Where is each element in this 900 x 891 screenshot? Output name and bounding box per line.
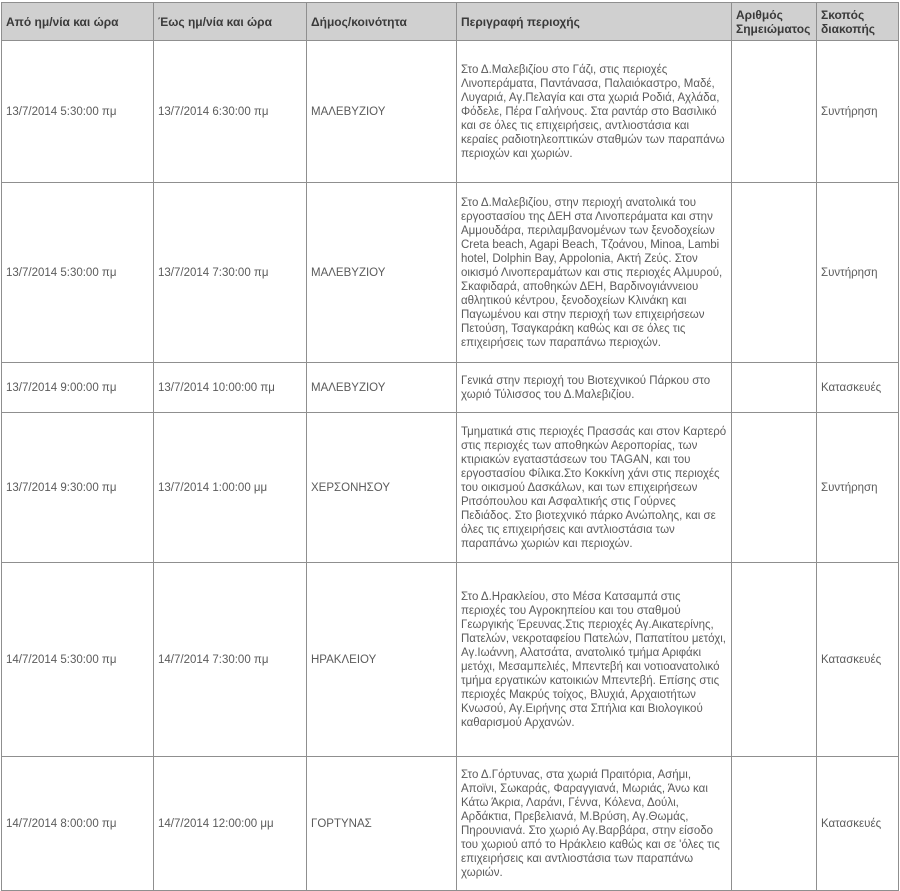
table-row <box>2 413 899 563</box>
cell-municipality: ΜΑΛΕΒΥΖΙΟΥ <box>307 41 457 183</box>
cell-to-datetime: 14/7/2014 7:30:00 πμ <box>154 563 307 757</box>
cell-municipality: ΜΑΛΕΒΥΖΙΟΥ <box>307 183 457 363</box>
header-cell-purpose: Σκοπός διακοπής <box>817 3 899 41</box>
cell-municipality: ΜΑΛΕΒΥΖΙΟΥ <box>307 363 457 413</box>
cell-to-datetime: 14/7/2014 12:00:00 μμ <box>154 757 307 891</box>
cell-from-datetime: 13/7/2014 5:30:00 πμ <box>2 183 154 363</box>
cell-to-datetime: 13/7/2014 10:00:00 πμ <box>154 363 307 413</box>
cell-area-description: Τμηματικά στις περιοχές Πρασσάς και στον Καρτερό στις περιοχές των αποθηκών Αεροπορίας, των κτιριακών εγαταστάσεων του TAGAN, και του εργοστασίου Φίλικα.Στο Κοκκίνη χάνι στις περιοχές του οικισμού Δασκάλων, και των επιχειρήσεων Ριτσόπουλου και Ασφαλτικής στις Γούρνες Πεδιάδος. Στο βιοτεχνικό πάρκο Ανώπολης, και σε όλες τις επιχειρήσεις και αντλιοστάσια των παραπάνω χωριών και περιοχών. <box>457 413 732 563</box>
table-header-row <box>2 3 899 41</box>
cell-purpose: Συντήρηση <box>817 413 899 563</box>
cell-purpose: Συντήρηση <box>817 183 899 363</box>
cell-from-datetime: 13/7/2014 9:00:00 πμ <box>2 363 154 413</box>
header-cell-area-description: Περιγραφή περιοχής <box>457 3 732 41</box>
cell-area-description: Γενικά στην περιοχή του Βιοτεχνικού Πάρκου στο χωριό Τύλισσος του Δ.Μαλεβιζίου. <box>457 363 732 413</box>
cell-note-number <box>732 183 817 363</box>
cell-area-description: Στο Δ.Μαλεβιζίου, στην περιοχή ανατολικά του εργοστασίου της ΔΕΗ στα Λινοπεράματα και στην Αμμουδάρα, περιλαμβανομένων των ξενοδοχείων Creta beach, Agapi Beach, Τζοάνου, Minoa, Lambi hotel, Dolphin Bay, Appolonia, Ακτή Ζεύς. Στον οικισμό Λινοπεραμάτων και στις περιοχές Αλμυρού, Σκαφιδαρά, αποθηκών ΔΕΗ, Βαρδινογιάννειου αθλητικού κέντρου, ξενοδοχείων Κλινάκη και Παγωμένου και στην περιοχή των επιχειρήσεων Πετούση, Τσαγκαράκη καθώς και σε όλες τις επιχειρήσεις των παραπάνω περιοχών. <box>457 183 732 363</box>
outage-schedule-table <box>1 2 899 891</box>
cell-to-datetime: 13/7/2014 7:30:00 πμ <box>154 183 307 363</box>
cell-municipality: ΓΟΡΤΥΝΑΣ <box>307 757 457 891</box>
table-row <box>2 757 899 891</box>
header-cell-note-number: Αριθμός Σημειώματος <box>732 3 817 41</box>
header-cell-municipality: Δήμος/κοινότητα <box>307 3 457 41</box>
cell-area-description: Στο Δ.Μαλεβιζίου στο Γάζι, στις περιοχές Λινοπεράματα, Παντάνασα, Παλαιόκαστρο, Μαδέ, Λυγαριά, Αγ.Πελαγία και στα χωριά Ροδιά, Αχλάδα, Φόδελε, Πέρα Γαλήνους. Στα ραντάρ στο Βασιλικό και σε όλες τις επιχειρήσεις, αντλιοστάσια και κεραίες ραδιοτηλεοπτικών σταθμών των παραπάνω περιοχών και χωριών. <box>457 41 732 183</box>
header-cell-from-datetime: Από ημ/νία και ώρα <box>2 3 154 41</box>
cell-purpose: Κατασκευές <box>817 563 899 757</box>
cell-note-number <box>732 413 817 563</box>
cell-municipality: ΗΡΑΚΛΕΙΟΥ <box>307 563 457 757</box>
cell-to-datetime: 13/7/2014 6:30:00 πμ <box>154 41 307 183</box>
cell-purpose: Συντήρηση <box>817 41 899 183</box>
cell-from-datetime: 13/7/2014 9:30:00 πμ <box>2 413 154 563</box>
cell-note-number <box>732 563 817 757</box>
cell-area-description: Στο Δ.Ηρακλείου, στο Μέσα Κατσαμπά στις περιοχές του Αγροκηπείου και του σταθμού Γεωργικής Έρευνας.Στις περιοχές Αγ.Αικατερίνης, Πατελών, νεκροταφείου Πατελών, Παπατίτου μετόχι, Αγ.Ιωάννη, Αλατσάτα, ανατολικό τμήμα Αριφάκι μετόχι, Μεσαμπελιές, Μπεντεβή και νοτιοανατολικό τμήμα εργατικών κατοικιών Μπεντεβή. Επίσης στις περιοχές Μακρύς τοίχος, Βλυχιά, Αρχαιοτήτων Κνωσού, Αγ.Ειρήνης στα Σπήλια και Βιολογικού καθαρισμού Αρχανών. <box>457 563 732 757</box>
cell-area-description: Στο Δ.Γόρτυνας, στα χωριά Πραιτόρια, Ασήμι, Αποϊνι, Σωκαράς, Φαραγγιανά, Μωριάς, Άνω και Κάτω Άκρια, Λαράνι, Γέννα, Κόλενα, Δούλι, Αρδάκτια, Πρεβελιανά, Μ.Βρύση, Αγ.Θωμάς, Πηρουνιανά. Στο χωριό Αγ.Βαρβάρα, στην είσοδο του χωριού από το Ηράκλειο καθώς και σε 'όλες τις επιχειρήσεις και αντλιοστάσια των παραπάνω χωριών. <box>457 757 732 891</box>
cell-from-datetime: 14/7/2014 8:00:00 πμ <box>2 757 154 891</box>
cell-from-datetime: 13/7/2014 5:30:00 πμ <box>2 41 154 183</box>
cell-note-number <box>732 757 817 891</box>
table-row <box>2 41 899 183</box>
cell-from-datetime: 14/7/2014 5:30:00 πμ <box>2 563 154 757</box>
table-row <box>2 183 899 363</box>
cell-purpose: Κατασκευές <box>817 363 899 413</box>
cell-to-datetime: 13/7/2014 1:00:00 μμ <box>154 413 307 563</box>
cell-note-number <box>732 363 817 413</box>
table-row <box>2 563 899 757</box>
cell-note-number <box>732 41 817 183</box>
header-cell-to-datetime: Έως ημ/νία και ώρα <box>154 3 307 41</box>
cell-municipality: ΧΕΡΣΟΝΗΣΟΥ <box>307 413 457 563</box>
cell-purpose: Κατασκευές <box>817 757 899 891</box>
table-row <box>2 363 899 413</box>
